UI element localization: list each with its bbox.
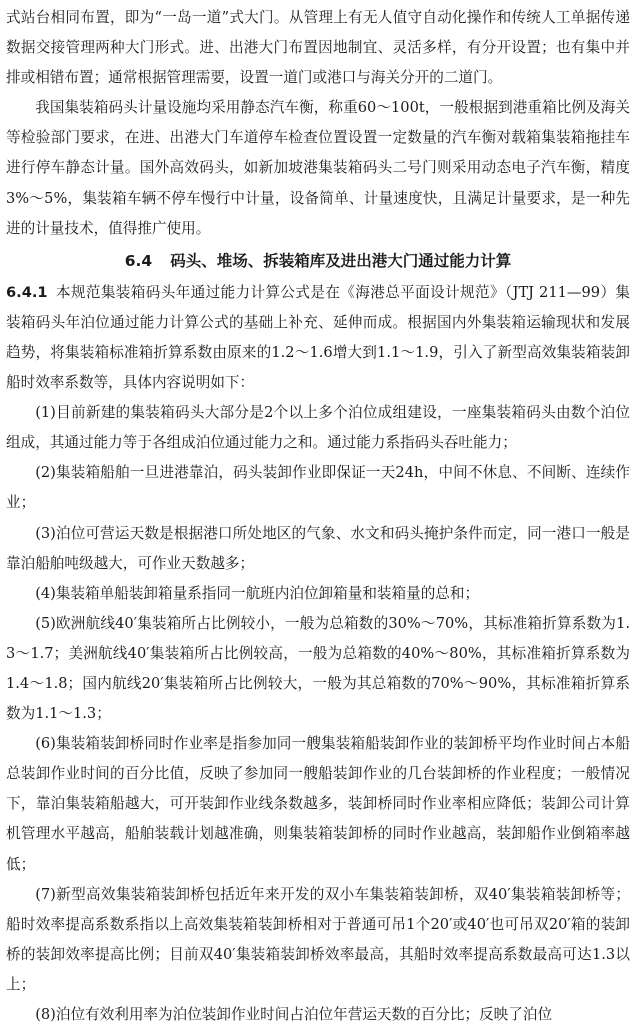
list-item: (8)泊位有效利用率为泊位装卸作业时间占泊位年营运天数的百分比；反映了泊位: [35, 1006, 553, 1023]
section-title: 码头、堆场、拆装箱库及进出港大门通过能力计算: [170, 251, 512, 270]
list-item: (1)目前新建的集装箱码头大部分是2个以上多个泊位成组建设，一座集装箱码头由数个泊位组成，其通过能力等于各组成泊位通过能力之和。通过能力系指码头吞吐能力；: [6, 404, 630, 452]
paragraph-weighing: 我国集装箱码头计量设施均采用静态汽车衡，称重60～100t，一般根据到港重箱比例及海关等检验部门要求，在进、出港大门车道停车检查位置设置一定数量的汽车衡对载箱集装箱拖挂车进行停车静态计量。国外高效码头，如新加坡港集装箱码头二号门则采用动态电子汽车衡，精度3%～5%，集装箱车辆不停车慢行中计量，设备简单、计量速度快，且满足计量要求，是一种先进的计量技术，值得推广使用。: [6, 99, 630, 237]
list-item: (7)新型高效集装箱装卸桥包括近年来开发的双小车集装箱装卸桥，双40′集装箱装卸桥等；船时效率提高系数系指以上高效集装箱装卸桥相对于普通可吊1个20′或40′也可吊双20′箱的装卸桥的装卸效率提高比例；目前双40′集装箱装卸桥效率最高，其船时效率提高系数最高可达1.3以上；: [6, 885, 630, 993]
list-item: (6)集装箱装卸桥同时作业率是指参加同一艘集装箱船装卸作业的装卸桥平均作业时间占本船总装卸作业时间的百分比值，反映了参加同一艘船装卸作业的几台装卸桥的作业程度；一般情况下，靠泊集装箱船越大，可开装卸作业线条数越多，装卸桥同时作业率相应降低；装卸公司计算机管理水平越高，船舶装载计划越准确，则集装箱装卸桥的同时作业越高，装卸船作业倒箱率越低；: [6, 735, 630, 873]
list-item: (3)泊位可营运天数是根据港口所处地区的气象、水文和码头掩护条件而定，同一港口一般是靠泊船舶吨级越大，可作业天数越多；: [6, 524, 630, 572]
section-number: 6.4: [124, 251, 153, 270]
list-item: (4)集装箱单船装卸箱量系指同一航班内泊位卸箱量和装箱量的总和；: [35, 584, 480, 602]
list-item: (5)欧洲航线40′集装箱所占比例较小，一般为总箱数的30%～70%，其标准箱折算系数为1.3～1.7；美洲航线40′集装箱所占比例较高，一般为总箱数的40%～80%，其标准箱折算系数为1.4～1.8；国内航线20′集装箱所占比例较大，一般为其总箱数的70%～90%，其标准箱折算系数为1.1～1.3；: [6, 614, 630, 723]
section-heading: [6, 244, 630, 278]
list-item: (2)集装箱船舶一旦进港靠泊，码头装卸作业即保证一天24h，中间不休息、不间断、连续作业；: [6, 464, 630, 512]
clause-text: 本规范集装箱码头年通过能力计算公式是在《海港总平面设计规范》（JTJ 211—99）集装箱码头年泊位通过能力计算公式的基础上补充、延伸而成。根据国内外集装箱运输现状和发展趋势，将集装箱标准箱折算系数由原来的1.2～1.6增大到1.1～1.9，引入了新型高效集装箱装卸船时效率系数等，具体内容说明如下：: [6, 283, 630, 392]
clause-paragraph: [6, 278, 630, 398]
paragraph-gate-layout: 式站台相同布置，即为“一岛一道”式大门。从管理上有无人值守自动化操作和传统人工单据传递数据交接管理两种大门形式。进、出港大门布置因地制宜、灵活多样，有分开设置；也有集中并排或相错布置；通常根据管理需要，设置一道门或港口与海关分开的二道门。: [6, 9, 630, 87]
clause-number: 6.4.1: [6, 283, 48, 301]
